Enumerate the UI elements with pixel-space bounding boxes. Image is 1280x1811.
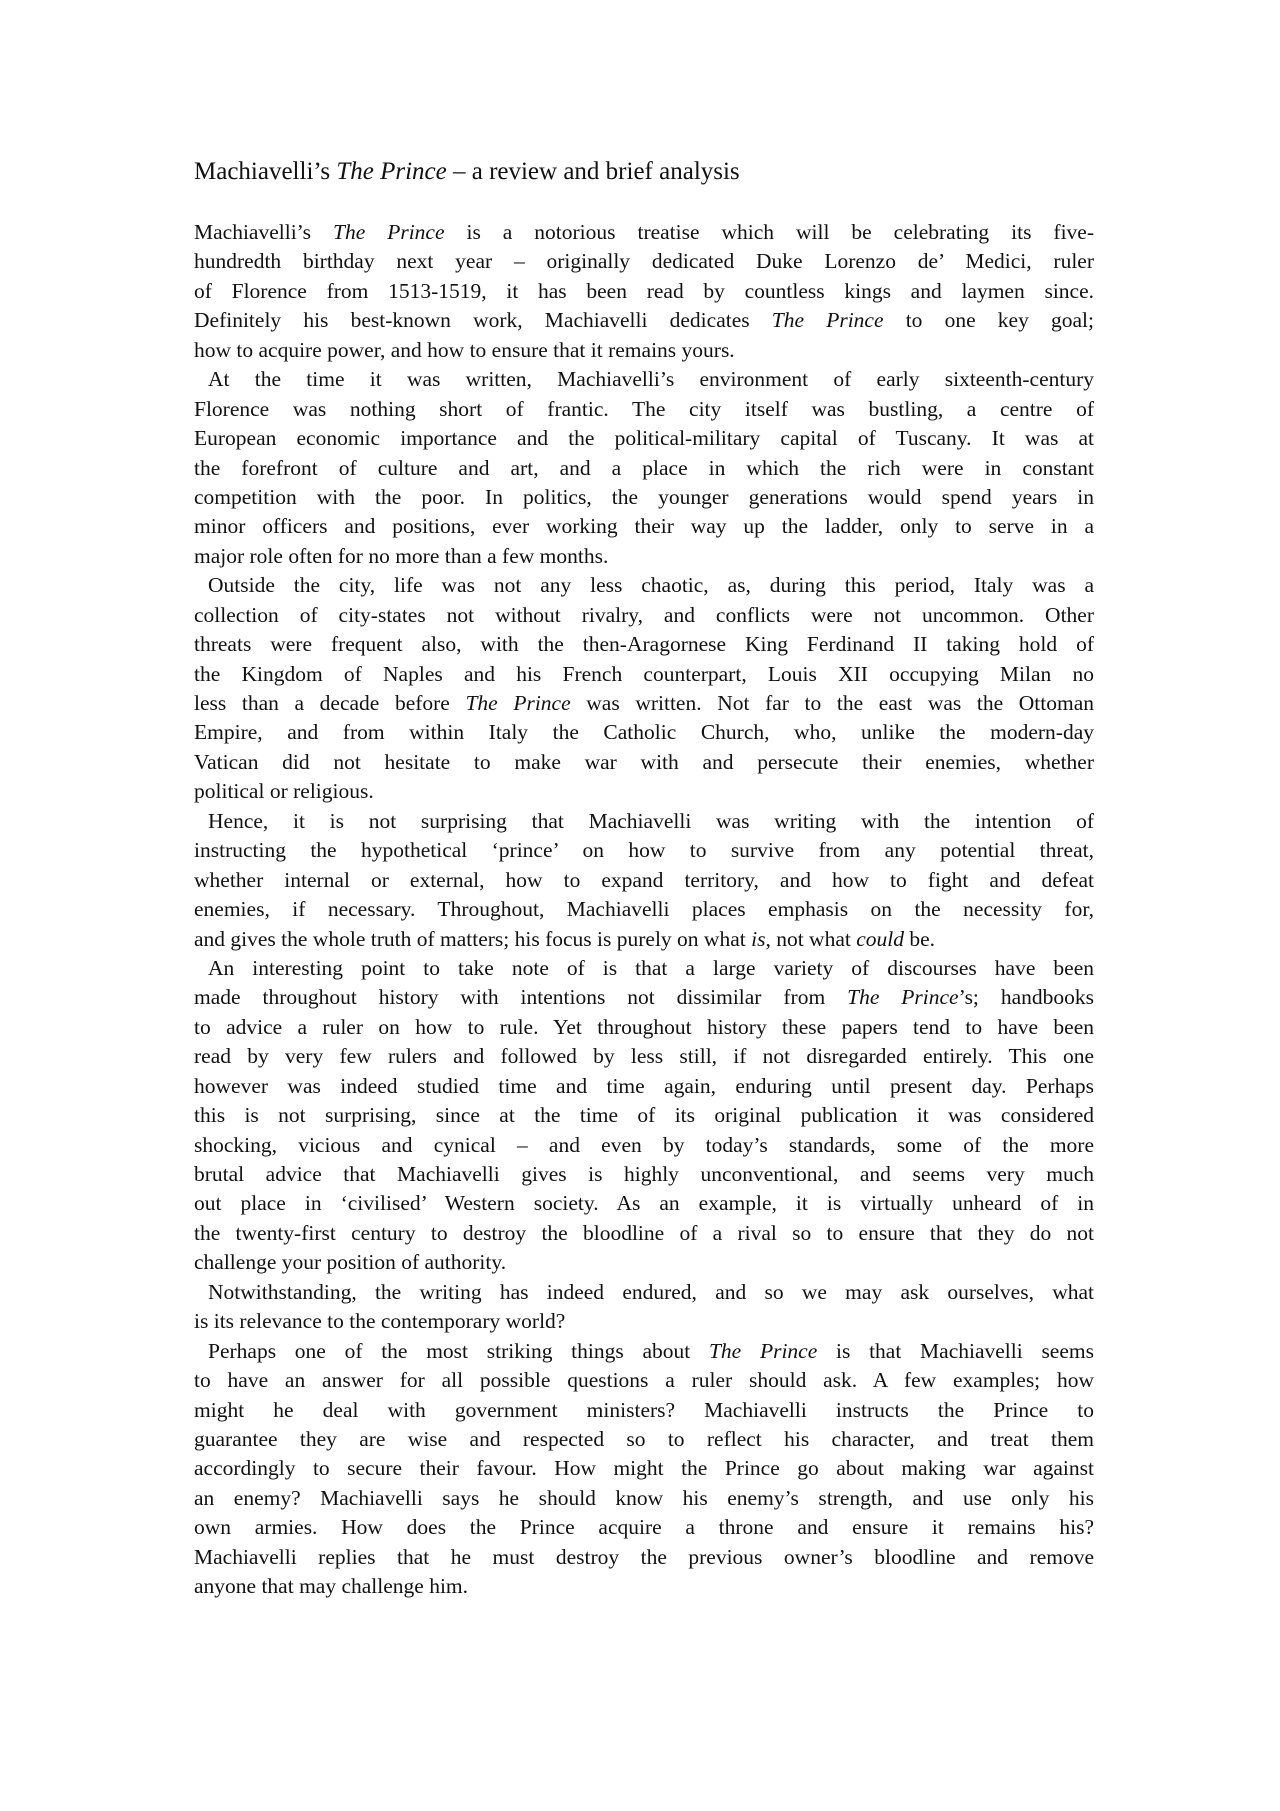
text-line <box>194 1101 1094 1130</box>
text-run: European economic importance and the political-military capital of Tuscany. It was at <box>194 426 1094 451</box>
text-line <box>194 1454 1094 1483</box>
text-run: was written. Not far to the east was the Ottoman <box>570 691 1094 715</box>
text-run: Machiavelli replies that he must destroy the previous owner’s bloodline and remove <box>194 1544 1094 1569</box>
text-line <box>194 306 1094 335</box>
text-run: Vatican did not hesitate to make war with and persecute their enemies, whether <box>194 749 1094 774</box>
text-run: instructing the hypothetical ‘prince’ on how to survive from any potential threat, <box>194 838 1094 863</box>
text-line <box>194 1013 1094 1042</box>
text-run: of Florence from 1513-1519, it has been read by countless kings and laymen since. <box>194 278 1094 303</box>
text-line <box>194 395 1094 424</box>
paragraph <box>194 1278 1094 1337</box>
text-line <box>194 336 1094 365</box>
text-run: collection of city-states not without rivalry, and conflicts were not uncommon. Other <box>194 602 1094 627</box>
text-line <box>194 247 1094 276</box>
text-run: Definitely his best-known work, Machiavelli dedicates <box>194 308 772 333</box>
text-run: however was indeed studied time and time again, enduring until present day. Perhaps <box>194 1073 1094 1098</box>
text-run: hundredth birthday next year – originally dedicated Duke Lorenzo de’ Medici, ruler <box>194 249 1094 274</box>
text-run: to advice a ruler on how to rule. Yet throughout history these papers tend to have been <box>194 1014 1094 1039</box>
text-line <box>194 218 1094 247</box>
text-run: guarantee they are wise and respected so to reflect his character, and treat them <box>194 1426 1094 1451</box>
text-run: own armies. How does the Prince acquire a throne and ensure it remains his? <box>194 1515 1094 1540</box>
text-run: the Kingdom of Naples and his French counterpart, Louis XII occupying Milan no <box>194 661 1094 686</box>
text-run: be. <box>904 926 936 951</box>
italic-text: The Prince <box>332 220 445 244</box>
paragraph <box>194 954 1094 1278</box>
text-line <box>194 483 1094 512</box>
text-line <box>194 1366 1094 1395</box>
text-line <box>194 748 1094 777</box>
text-line <box>194 512 1094 541</box>
paragraph <box>194 365 1094 571</box>
text-run: brutal advice that Machiavelli gives is highly unconventional, and seems very much <box>194 1162 1094 1186</box>
text-run: out place in ‘civilised’ Western society. As an example, it is virtually unheard of in <box>194 1191 1094 1216</box>
text-line <box>194 1042 1094 1071</box>
paragraph <box>194 807 1094 954</box>
text-line <box>194 277 1094 306</box>
text-run: the twenty-first century to destroy the bloodline of a rival so to ensure that they do not <box>194 1220 1094 1245</box>
document-body <box>194 218 1094 1602</box>
text-line <box>194 454 1094 483</box>
text-run: might he deal with government ministers? Machiavelli instructs the Prince to <box>194 1397 1094 1422</box>
text-line <box>194 1572 1094 1601</box>
text-run: enemies, if necessary. Throughout, Machiavelli places emphasis on the necessity for, <box>194 897 1094 922</box>
text-line <box>194 630 1094 659</box>
text-run: political or religious. <box>194 779 374 804</box>
text-run: Hence, it is not surprising that Machiavelli was writing with the intention of <box>208 808 1094 833</box>
text-run: challenge your position of authority. <box>194 1250 507 1275</box>
text-line <box>194 1396 1094 1425</box>
text-run: accordingly to secure their favour. How might the Prince go about making war against <box>194 1456 1094 1481</box>
text-line <box>194 925 1094 954</box>
text-line <box>194 983 1094 1012</box>
italic-text: The Prince <box>771 308 884 333</box>
text-run: is its relevance to the contemporary world? <box>194 1309 566 1334</box>
italic-text: The Prince <box>708 1338 818 1363</box>
text-line <box>194 895 1094 924</box>
text-run: is that Machiavelli seems <box>817 1338 1094 1363</box>
text-run: to have an answer for all possible questions a ruler should ask. A few examples; how <box>194 1368 1094 1393</box>
italic-text: could <box>856 926 905 951</box>
text-run: is a notorious treatise which will be celebrating its five- <box>444 220 1094 244</box>
text-line <box>194 1072 1094 1101</box>
text-run: threats were frequent also, with the then-Aragornese King Ferdinand II taking hold of <box>194 632 1094 657</box>
text-run: Perhaps one of the most striking things about <box>208 1338 709 1363</box>
text-line <box>194 424 1094 453</box>
text-line <box>194 1425 1094 1454</box>
text-run: shocking, vicious and cynical – and even by today’s standards, some of the more <box>194 1132 1094 1157</box>
text-run: read by very few rulers and followed by less still, if not disregarded entirely. This one <box>194 1044 1094 1069</box>
text-run: Machiavelli’s <box>194 158 337 185</box>
text-line <box>194 542 1094 571</box>
text-line <box>194 601 1094 630</box>
text-line <box>194 1131 1094 1160</box>
text-line <box>194 807 1094 836</box>
text-line <box>194 1219 1094 1248</box>
text-line <box>194 1307 1094 1336</box>
paragraph <box>194 571 1094 807</box>
text-run: this is not surprising, since at the time of its original publication it was considered <box>194 1103 1094 1128</box>
text-line <box>194 718 1094 747</box>
text-run: – a review and brief analysis <box>446 158 740 185</box>
text-line <box>194 571 1094 600</box>
text-run: whether internal or external, how to expand territory, and how to fight and defeat <box>194 867 1094 892</box>
italic-text: is <box>751 926 766 951</box>
text-line <box>194 365 1094 394</box>
text-run: and gives the whole truth of matters; his focus is purely on what <box>194 926 752 951</box>
text-run: At the time it was written, Machiavelli’s environment of early sixteenth-century <box>208 367 1094 392</box>
text-line <box>194 1337 1094 1366</box>
text-run: the forefront of culture and art, and a place in which the rich were in constant <box>194 455 1094 480</box>
text-line <box>194 1160 1094 1189</box>
text-line <box>194 954 1094 983</box>
text-run: major role often for no more than a few months. <box>194 543 609 568</box>
text-line <box>194 689 1094 718</box>
text-line <box>194 1543 1094 1572</box>
text-run: Empire, and from within Italy the Catholic Church, who, unlike the modern-day <box>194 720 1094 745</box>
text-run: to one key goal; <box>883 308 1094 333</box>
text-run: competition with the poor. In politics, the younger generations would spend years in <box>194 484 1094 509</box>
text-run: less than a decade before <box>194 691 466 715</box>
text-line <box>194 866 1094 895</box>
document-title <box>194 158 740 186</box>
italic-text: The Prince <box>847 985 959 1010</box>
italic-text: The Prince <box>465 691 571 715</box>
text-line <box>194 1278 1094 1307</box>
text-line <box>194 836 1094 865</box>
text-run: made throughout history with intentions not dissimilar from <box>194 985 848 1010</box>
text-line <box>194 1513 1094 1542</box>
italic-text: The Prince <box>336 158 447 185</box>
text-line <box>194 1248 1094 1277</box>
text-run: an enemy? Machiavelli says he should know his enemy’s strength, and use only his <box>194 1485 1094 1510</box>
text-run: An interesting point to take note of is that a large variety of discourses have been <box>208 955 1094 980</box>
text-line <box>194 660 1094 689</box>
paragraph <box>194 218 1094 365</box>
text-run: Notwithstanding, the writing has indeed endured, and so we may ask ourselves, what <box>208 1279 1094 1304</box>
text-run: ’s; handbooks <box>958 985 1094 1010</box>
text-line <box>194 1484 1094 1513</box>
text-run: Machiavelli’s <box>194 220 333 244</box>
text-line <box>194 777 1094 806</box>
text-run: , not what <box>765 926 857 951</box>
text-run: Outside the city, life was not any less chaotic, as, during this period, Italy was a <box>208 573 1094 598</box>
paragraph <box>194 1337 1094 1602</box>
text-run: anyone that may challenge him. <box>194 1574 469 1599</box>
text-run: Florence was nothing short of frantic. The city itself was bustling, a centre of <box>194 396 1094 421</box>
text-run: minor officers and positions, ever working their way up the ladder, only to serve in a <box>194 514 1094 539</box>
text-run: how to acquire power, and how to ensure that it remains yours. <box>194 337 735 362</box>
text-line <box>194 1189 1094 1218</box>
